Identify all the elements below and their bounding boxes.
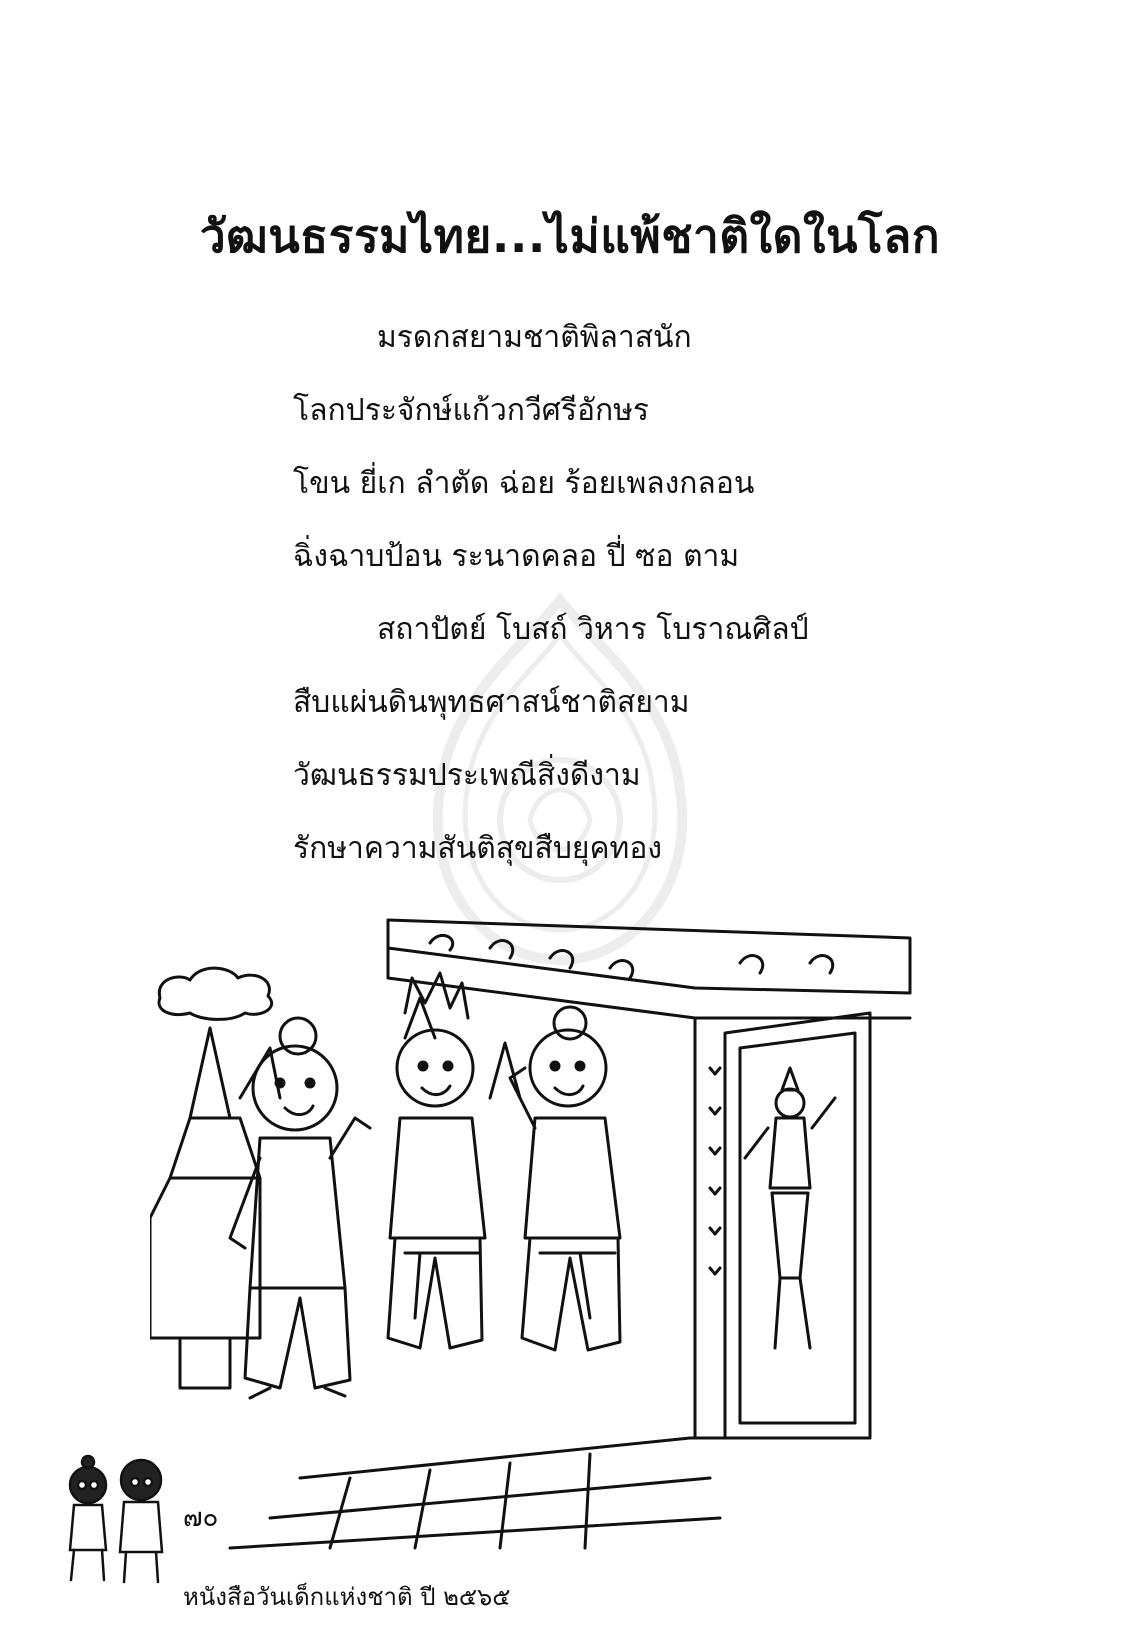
poem-line-4: ฉิ่งฉาบป้อน ระนาดคลอ ปี่ ซอ ตาม: [293, 539, 740, 574]
children-mascot-icon: [56, 1440, 176, 1600]
book-title: หนังสือวันเด็กแห่งชาติ ปี ๒๕๖๕: [183, 1583, 511, 1611]
poem-line-6: สืบแผ่นดินพุทธศาสน์ชาติสยาม: [293, 685, 690, 720]
page-title: วัฒนธรรมไทย...ไม่แพ้ชาติใดในโลก: [199, 209, 941, 263]
poem-line-1: มรดกสยามชาติพิลาสนัก: [377, 320, 692, 355]
poem-line-8: รักษาความสันติสุขสืบยุคทอง: [293, 831, 662, 866]
poem-line-5: สถาปัตย์ โบสถ์ วิหาร โบราณศิลป์: [377, 612, 809, 647]
poem-line-2: โลกประจักษ์แก้วกวีศรีอักษร: [293, 393, 650, 428]
page-number: ๗๐: [183, 1503, 219, 1533]
poem: [293, 318, 913, 902]
poem-line-3: โขน ยี่เก ลำตัด ฉ่อย ร้อยเพลงกลอน: [293, 466, 755, 501]
temple-children-illustration: [150, 918, 930, 1558]
poem-line-7: วัฒนธรรมประเพณีสิ่งดีงาม: [293, 758, 641, 793]
